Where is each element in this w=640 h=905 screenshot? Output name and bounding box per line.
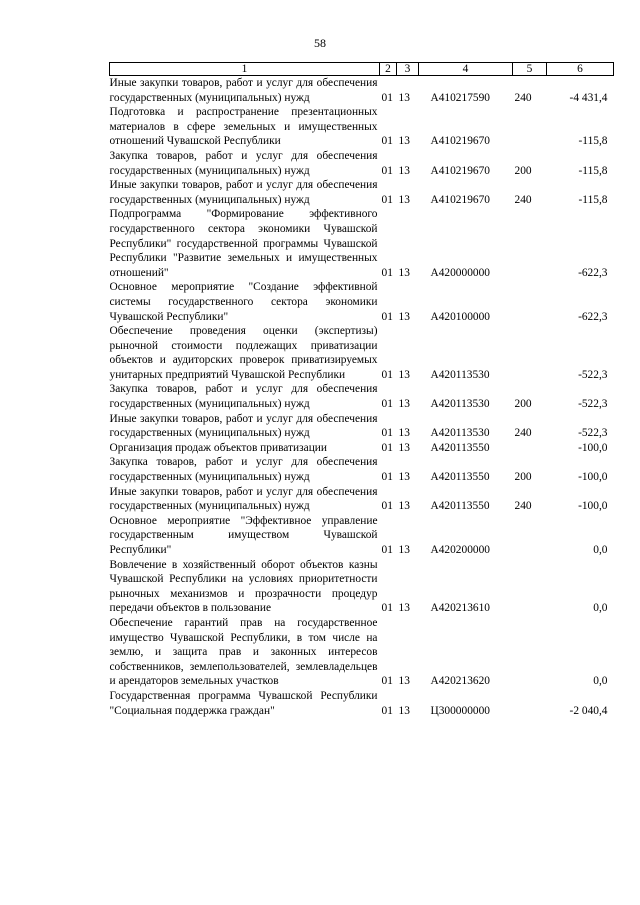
cell-vr xyxy=(513,616,547,689)
cell-sum: 0,0 xyxy=(593,544,608,556)
table-row xyxy=(110,689,614,718)
budget-table xyxy=(109,62,614,718)
cell-sum: -100,0 xyxy=(578,500,608,513)
cell-name: Подготовка и распространение презентационных материалов в сфере земельных и имущественных отношений Чувашской Республики xyxy=(109,106,378,148)
header-col-1: 1 xyxy=(110,63,380,76)
cell-csr: А420113530 xyxy=(430,398,490,411)
cell-vr: 200 xyxy=(514,164,532,177)
cell-name: Закупка товаров, работ и услуг для обеспечения государственных (муниципальных) нужд xyxy=(109,383,378,411)
cell-name: Иные закупки товаров, работ и услуг для обеспечения государственных (муниципальных) нужд xyxy=(109,77,378,104)
table-row xyxy=(110,207,614,280)
cell-sum: -622,3 xyxy=(578,310,608,323)
header-col-4: 4 xyxy=(419,63,513,76)
table-row xyxy=(110,616,614,689)
cell-vr: 240 xyxy=(514,500,532,513)
cell-sum: -115,8 xyxy=(578,135,608,148)
cell-csr: А410217590 xyxy=(430,91,490,104)
cell-rz: 01 xyxy=(381,602,393,615)
cell-name: Иные закупки товаров, работ и услуг для обеспечения государственных (муниципальных) нужд xyxy=(109,412,378,440)
cell-pr: 13 xyxy=(398,471,410,484)
cell-pr: 13 xyxy=(398,500,410,513)
cell-rz: 01 xyxy=(381,193,393,206)
cell-name: Основное мероприятие "Эффективное управление государственным имуществом Чувашской Республики" xyxy=(109,514,378,556)
table-row xyxy=(110,105,614,149)
header-col-2: 2 xyxy=(380,63,397,76)
cell-rz: 01 xyxy=(381,266,393,279)
cell-vr xyxy=(513,324,547,382)
cell-pr: 13 xyxy=(398,91,410,104)
cell-sum: -4 431,4 xyxy=(569,91,608,104)
cell-csr: А420100000 xyxy=(430,310,490,323)
cell-csr: А420213620 xyxy=(430,675,490,688)
cell-name: Организация продаж объектов приватизации xyxy=(109,441,327,454)
cell-rz: 01 xyxy=(381,675,393,688)
cell-sum: -115,8 xyxy=(578,164,608,177)
cell-vr: 240 xyxy=(514,193,532,206)
page-number: 58 xyxy=(314,36,326,50)
cell-csr: А420113550 xyxy=(430,500,490,513)
cell-vr xyxy=(513,105,547,149)
cell-vr: 200 xyxy=(514,471,532,484)
cell-csr: А420000000 xyxy=(430,266,490,279)
cell-pr: 13 xyxy=(398,441,410,454)
cell-vr xyxy=(513,207,547,280)
cell-pr: 13 xyxy=(398,544,410,556)
cell-rz: 01 xyxy=(381,704,393,717)
cell-sum: -115,8 xyxy=(578,193,608,206)
cell-pr: 13 xyxy=(398,602,410,615)
cell-pr: 13 xyxy=(398,164,410,177)
cell-name: Вовлечение в хозяйственный оборот объектов казны Чувашской Республики на условиях приоритетности рыночных механизмов и прозрачности процедур передачи объектов в пользование xyxy=(109,558,378,615)
cell-sum: -2 040,4 xyxy=(569,704,608,717)
cell-csr: А420213610 xyxy=(430,602,490,615)
cell-rz: 01 xyxy=(381,135,393,148)
cell-sum: 0,0 xyxy=(593,602,608,615)
cell-rz: 01 xyxy=(381,544,393,556)
cell-pr: 13 xyxy=(398,704,410,717)
table-row xyxy=(110,178,614,207)
cell-vr xyxy=(513,558,547,616)
cell-name: Государственная программа Чувашской Республики "Социальная поддержка граждан" xyxy=(109,689,378,717)
cell-sum: -622,3 xyxy=(578,266,608,279)
table-row xyxy=(110,558,614,616)
cell-rz: 01 xyxy=(381,164,393,177)
cell-vr xyxy=(513,514,547,558)
cell-sum: -100,0 xyxy=(578,471,608,484)
cell-pr: 13 xyxy=(398,368,410,381)
table-row xyxy=(110,441,614,456)
cell-pr: 13 xyxy=(398,427,410,440)
cell-pr: 13 xyxy=(398,193,410,206)
cell-name: Основное мероприятие "Создание эффективной системы государственного сектора экономики Чувашской Республики" xyxy=(109,281,378,323)
table-row xyxy=(110,412,614,441)
cell-sum: -522,3 xyxy=(578,398,608,411)
cell-rz: 01 xyxy=(381,471,393,484)
cell-csr: А410219670 xyxy=(430,193,490,206)
cell-name: Иные закупки товаров, работ и услуг для обеспечения государственных (муниципальных) нужд xyxy=(109,485,378,513)
cell-sum: 0,0 xyxy=(593,675,608,688)
table-row xyxy=(110,485,614,514)
cell-rz: 01 xyxy=(381,91,393,104)
cell-vr xyxy=(513,280,547,324)
cell-csr: А420200000 xyxy=(430,544,490,556)
cell-csr: А410219670 xyxy=(430,164,490,177)
cell-rz: 01 xyxy=(381,310,393,323)
cell-rz: 01 xyxy=(381,441,393,454)
header-col-6: 6 xyxy=(547,63,614,76)
table-row xyxy=(110,280,614,324)
cell-csr: Ц300000000 xyxy=(430,704,490,717)
cell-name: Иные закупки товаров, работ и услуг для обеспечения государственных (муниципальных) нужд xyxy=(109,179,378,206)
cell-name: Закупка товаров, работ и услуг для обеспечения государственных (муниципальных) нужд xyxy=(109,149,378,177)
cell-name: Обеспечение проведения оценки (экспертизы) рыночной стоимости подлежащих приватизации объектов и аудиторских проверок приватизируемых унитарных предприятий Чувашской Республики xyxy=(109,325,378,381)
cell-csr: А420113550 xyxy=(430,471,490,484)
cell-rz: 01 xyxy=(381,500,393,513)
table-row xyxy=(110,149,614,178)
cell-rz: 01 xyxy=(381,368,393,381)
cell-rz: 01 xyxy=(381,427,393,440)
cell-pr: 13 xyxy=(398,266,410,279)
cell-vr: 200 xyxy=(514,398,532,411)
cell-vr: 240 xyxy=(514,91,532,104)
header-col-5: 5 xyxy=(513,63,547,76)
cell-sum: -522,3 xyxy=(578,368,608,381)
cell-name: Подпрограмма "Формирование эффективного государственного сектора экономики Чувашской Республики" государственной программы Чувашской Республики "Развитие земельных и имущественных отношений" xyxy=(109,208,378,279)
header-col-3: 3 xyxy=(397,63,419,76)
cell-pr: 13 xyxy=(398,310,410,323)
cell-csr: А420113530 xyxy=(430,368,490,381)
cell-csr: А410219670 xyxy=(430,135,490,148)
cell-rz: 01 xyxy=(381,398,393,411)
table-header-row xyxy=(110,63,614,76)
table-row xyxy=(110,514,614,558)
cell-sum: -522,3 xyxy=(578,427,608,440)
table-row xyxy=(110,382,614,411)
table-row xyxy=(110,76,614,106)
cell-csr: А420113530 xyxy=(430,427,490,440)
table-row xyxy=(110,324,614,382)
cell-vr: 240 xyxy=(514,427,532,440)
cell-vr xyxy=(513,441,547,456)
cell-name: Обеспечение гарантий прав на государственное имущество Чувашской Республики, в том числе на землю, и защита прав и законных интересов собственников, землепользователей, землевладельцев и арендаторов земельных участков xyxy=(109,616,378,688)
table-row xyxy=(110,455,614,484)
cell-pr: 13 xyxy=(398,398,410,411)
cell-pr: 13 xyxy=(398,675,410,688)
cell-sum: -100,0 xyxy=(578,441,608,454)
cell-name: Закупка товаров, работ и услуг для обеспечения государственных (муниципальных) нужд xyxy=(109,456,378,484)
cell-csr: А420113550 xyxy=(430,441,490,454)
cell-vr xyxy=(513,689,547,718)
cell-pr: 13 xyxy=(398,135,410,148)
